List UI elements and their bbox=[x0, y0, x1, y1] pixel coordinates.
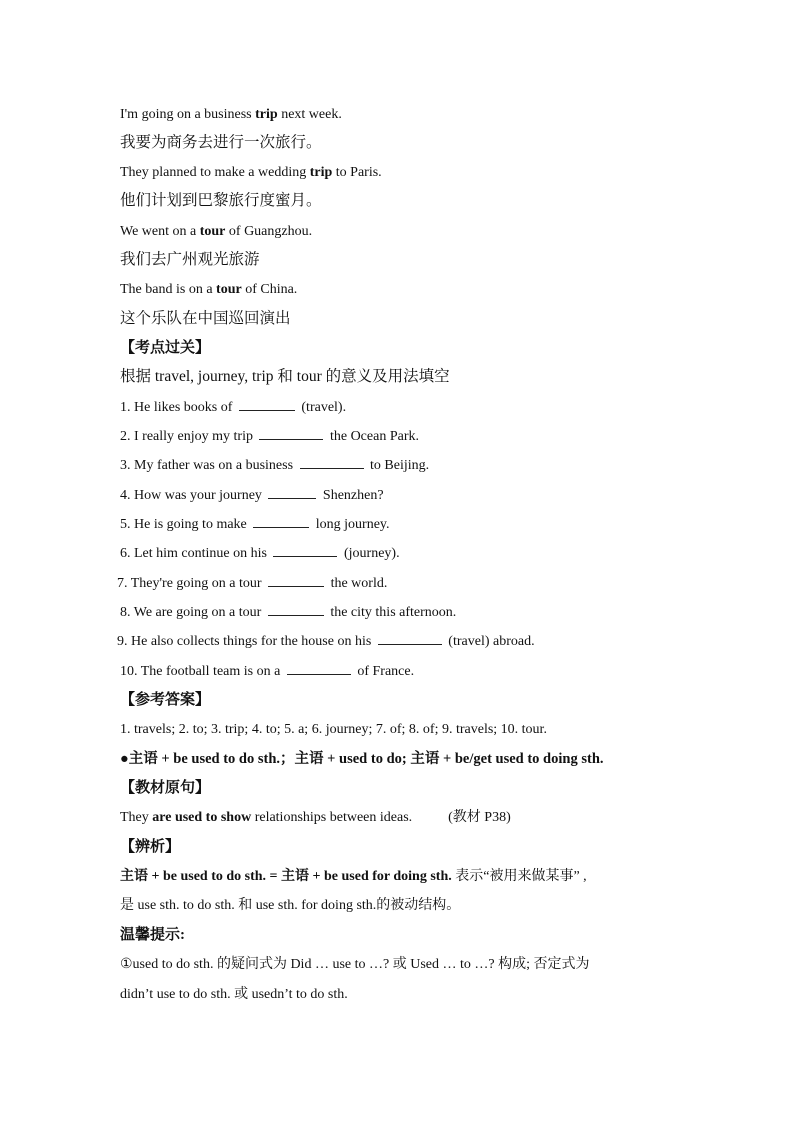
question-text: 7. They're going on a tour bbox=[117, 576, 266, 591]
tip-line-2: didn’t use to do sth. 或 usedn’t to do sth. bbox=[120, 987, 348, 1002]
example-translation: 我们去广州观光旅游 bbox=[120, 251, 260, 268]
answer-key: 1. travels; 2. to; 3. trip; 4. to; 5. a; 6. journey; 7. of; 8. of; 9. travels; 10. tour. bbox=[120, 722, 547, 737]
question-5 bbox=[120, 515, 390, 535]
textbook-sentence bbox=[120, 808, 511, 828]
section-heading-kaodian: 【考点过关】 bbox=[120, 340, 211, 356]
question-9 bbox=[117, 632, 535, 652]
question-8 bbox=[120, 603, 456, 623]
sentence-text: They planned to make a wedding bbox=[120, 165, 310, 180]
tip-line-1: ①used to do sth. 的疑问式为 Did … use to …? 或 Used … to …? 构成; 否定式为 bbox=[120, 957, 590, 972]
question-text: 2. I really enjoy my trip bbox=[120, 429, 257, 444]
question-text: 6. Let him continue on his bbox=[120, 546, 271, 561]
question-text: 3. My father was on a business bbox=[120, 458, 297, 473]
question-text: the city this afternoon. bbox=[326, 605, 457, 620]
example-sentence bbox=[120, 163, 382, 183]
analysis-line-1 bbox=[120, 867, 587, 887]
sentence-text: next week. bbox=[277, 107, 342, 122]
question-text: long journey. bbox=[312, 517, 390, 532]
example-translation: 我要为商务去进行一次旅行。 bbox=[120, 134, 322, 151]
example-sentence bbox=[120, 222, 312, 242]
sentence-text: They bbox=[120, 810, 153, 825]
question-text: of France. bbox=[353, 664, 415, 679]
section-heading-tip: 温馨提示: bbox=[120, 927, 185, 943]
textbook-reference: (教材 P38) bbox=[448, 810, 511, 825]
answer-blank[interactable] bbox=[268, 603, 324, 616]
answer-blank[interactable] bbox=[300, 456, 364, 469]
question-2 bbox=[120, 427, 419, 447]
question-text: (travel). bbox=[297, 400, 347, 415]
question-text: 4. How was your journey bbox=[120, 488, 266, 503]
instruction: 根据 travel, journey, trip 和 tour 的意义及用法填空 bbox=[120, 368, 450, 385]
keyword: are used to show bbox=[152, 810, 252, 825]
keyword: trip bbox=[309, 165, 333, 180]
question-6 bbox=[120, 544, 400, 564]
example-sentence bbox=[120, 105, 342, 125]
sentence-text: of Guangzhou. bbox=[225, 224, 313, 239]
sentence-text: The band is on a bbox=[120, 282, 217, 297]
question-text: to Beijing. bbox=[366, 458, 430, 473]
answer-blank[interactable] bbox=[239, 398, 295, 411]
question-3 bbox=[120, 456, 429, 476]
question-text: 10. The football team is on a bbox=[120, 664, 284, 679]
answer-blank[interactable] bbox=[268, 574, 324, 587]
answer-blank[interactable] bbox=[273, 544, 337, 557]
question-text: 8. We are going on a tour bbox=[120, 605, 265, 620]
example-translation: 他们计划到巴黎旅行度蜜月。 bbox=[120, 192, 322, 209]
usage-summary: ●主语 + be used to do sth.；主语 + used to do; 主语 + be/get used to doing sth. bbox=[120, 751, 604, 767]
keyword: tour bbox=[199, 224, 226, 239]
question-text: 5. He is going to make bbox=[120, 517, 251, 532]
example-sentence bbox=[120, 280, 297, 300]
question-text: 9. He also collects things for the house on his bbox=[117, 634, 375, 649]
keyword: trip bbox=[255, 107, 278, 122]
question-4 bbox=[120, 486, 384, 506]
answer-blank[interactable] bbox=[253, 515, 309, 528]
question-text: the Ocean Park. bbox=[326, 429, 419, 444]
section-heading-answers: 【参考答案】 bbox=[120, 692, 211, 708]
example-translation: 这个乐队在中国巡回演出 bbox=[120, 310, 291, 327]
sentence-text: relationships between ideas. bbox=[251, 810, 413, 825]
sentence-text: We went on a bbox=[120, 224, 200, 239]
question-text: the world. bbox=[327, 576, 388, 591]
answer-blank[interactable] bbox=[287, 662, 351, 675]
question-7 bbox=[117, 574, 387, 594]
answer-blank[interactable] bbox=[268, 486, 316, 499]
analysis-text: 表示“被用来做某事” , bbox=[451, 869, 587, 884]
analysis-line-2: 是 use sth. to do sth. 和 use sth. for doing sth.的被动结构。 bbox=[120, 898, 461, 913]
question-1 bbox=[120, 398, 346, 418]
sentence-text: of China. bbox=[241, 282, 298, 297]
question-text: Shenzhen? bbox=[319, 488, 384, 503]
answer-blank[interactable] bbox=[378, 632, 442, 645]
analysis-formula: 主语 + be used to do sth. = 主语 + be used for doing sth. bbox=[120, 869, 452, 884]
answer-blank[interactable] bbox=[259, 427, 323, 440]
sentence-text: I'm going on a business bbox=[120, 107, 256, 122]
question-text: 1. He likes books of bbox=[120, 400, 236, 415]
question-10 bbox=[120, 662, 414, 682]
keyword: tour bbox=[216, 282, 242, 297]
section-heading-analysis: 【辨析】 bbox=[120, 839, 181, 855]
sentence-text: to Paris. bbox=[332, 165, 382, 180]
question-text: (travel) abroad. bbox=[444, 634, 535, 649]
question-text: (journey). bbox=[340, 546, 400, 561]
section-heading-textbook: 【教材原句】 bbox=[120, 780, 211, 796]
